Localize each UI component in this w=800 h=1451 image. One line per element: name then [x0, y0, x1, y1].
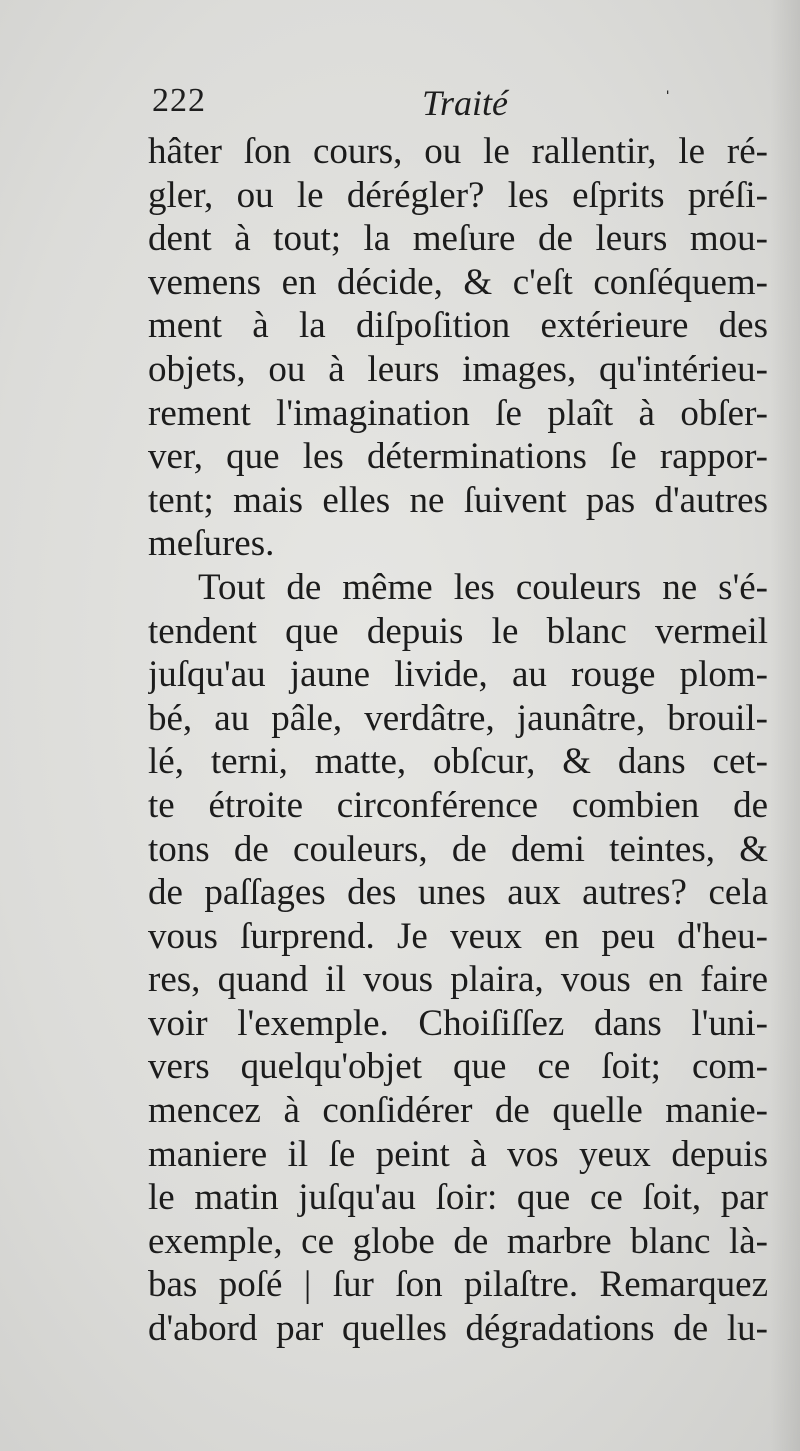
text-line: vous ſurprend. Je veux en peu d'heu-	[148, 915, 768, 957]
text-line: juſqu'au jaune livide, au rouge plom-	[148, 654, 768, 696]
text-line: tent; mais elles ne ſuivent pas d'autres	[148, 479, 768, 521]
text-line: rement l'imagination ſe plaît à obſer-	[148, 392, 768, 434]
text-line: hâter ſon cours, ou le rallentir, le ré-	[148, 131, 768, 172]
text-line: objets, ou à leurs images, qu'intérieu-	[148, 348, 768, 390]
text-line: tendent que depuis le blanc vermeil	[148, 610, 768, 652]
running-head	[152, 82, 772, 128]
ink-speck: ˈ	[664, 86, 672, 111]
page-number: 222	[152, 82, 206, 119]
text-line: d'abord par quelles dégradations de lu-	[148, 1308, 768, 1350]
text-line: ment à la diſpoſition extérieure des	[148, 305, 768, 347]
running-head-title: Traité	[422, 83, 509, 123]
text-line: maniere il ſe peint à vos yeux depuis	[148, 1133, 768, 1175]
text-line: gler, ou le dérégler? les eſprits préſi-	[148, 174, 768, 216]
text-line: tons de couleurs, de demi teintes, &	[148, 828, 768, 870]
body-text	[148, 130, 768, 1351]
text-line: bé, au pâle, verdâtre, jaunâtre, brouil-	[148, 697, 768, 739]
text-line: mencez à conſidérer de quelle manie-	[148, 1090, 768, 1132]
text-line: voir l'exemple. Choiſiſſez dans l'uni-	[148, 1002, 768, 1044]
text-line: res, quand il vous plaira, vous en faire	[148, 959, 768, 1001]
text-line: vers quelqu'objet que ce ſoit; com-	[148, 1046, 768, 1088]
text-line: Tout de même les couleurs ne s'é-	[198, 566, 768, 608]
text-line: dent à tout; la meſure de leurs mou-	[148, 218, 768, 260]
text-line: de paſſages des unes aux autres? cela	[148, 872, 768, 914]
text-line: exemple, ce globe de marbre blanc là-	[148, 1220, 768, 1262]
text-line: le matin juſqu'au ſoir: que ce ſoit, par	[148, 1177, 768, 1219]
text-line: ver, que les déterminations ſe rappor-	[148, 436, 768, 478]
text-line: meſures.	[148, 523, 275, 565]
text-line: bas poſé | ſur ſon pilaſtre. Remarquez	[148, 1264, 768, 1306]
text-line: lé, terni, matte, obſcur, & dans cet-	[148, 741, 768, 783]
page-edge-shadow	[770, 0, 800, 1451]
text-line: te étroite circonférence combien de	[148, 784, 768, 826]
text-line: vemens en décide, & c'eſt conſéquem-	[148, 261, 768, 303]
